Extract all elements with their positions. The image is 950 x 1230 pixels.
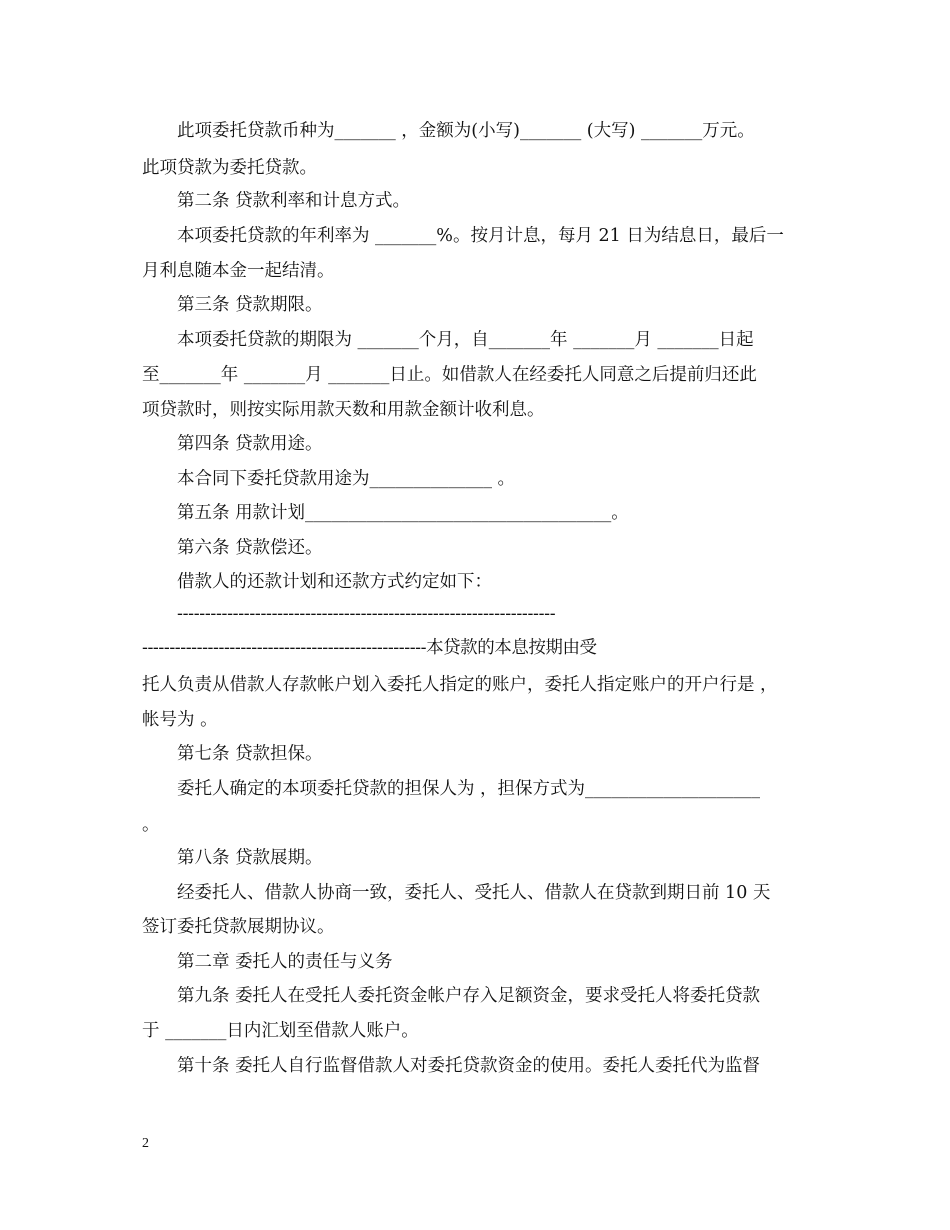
text-line: 至_______年 _______月 _______日止。如借款人在经委托人同意之后提前归还此 [142, 365, 757, 385]
article-heading: 第五条 用款计划___________________________________。 [177, 503, 629, 523]
text-line: 借款人的还款计划和还款方式约定如下： [177, 572, 492, 592]
article-heading: 第七条 贷款担保。 [177, 744, 323, 764]
text-line: 此项贷款为委托贷款。 [142, 158, 317, 178]
text-line: 项贷款时，则按实际用款天数和用款金额计收利息。 [142, 400, 545, 420]
text-line: 此项委托贷款币种为_______ ，金额为(小写)_______ (大写) _______万元。 [177, 121, 755, 141]
text-line: 托人负责从借款人存款帐户划入委托人指定的账户，委托人指定账户的开户行是 ， [142, 675, 778, 695]
text-line: 委托人确定的本项委托贷款的担保人为 ，担保方式为____________________ [177, 779, 761, 799]
text-line: 本项委托贷款的年利率为 _______%。按月计息，每月 21 日为结息日，最后一 [177, 226, 784, 246]
article-heading: 第四条 贷款用途。 [177, 434, 323, 454]
text-line: 签订委托贷款展期协议。 [142, 917, 335, 937]
text-line: 第九条 委托人在受托人委托资金帐户存入足额资金，要求受托人将委托贷款 [177, 986, 761, 1006]
text-line: 月利息随本金一起结清。 [142, 261, 335, 281]
chapter-heading: 第二章 委托人的责任与义务 [177, 952, 393, 972]
text-line: 本项委托贷款的期限为 _______个月，自_______年 _______月 _______日起 [177, 330, 754, 350]
article-heading: 第六条 贷款偿还。 [177, 538, 323, 558]
text-line: 经委托人、借款人协商一致，委托人、受托人、借款人在贷款到期日前 10 天 [177, 883, 771, 903]
text-line: 。 [142, 815, 160, 835]
article-heading: 第二条 贷款利率和计息方式。 [177, 191, 411, 211]
article-heading: 第八条 贷款展期。 [177, 848, 323, 868]
page-number: 2 [142, 1136, 149, 1151]
dashed-fill-line: -------------------------------------------------------------------- [177, 604, 556, 624]
text-line: 第十条 委托人自行监督借款人对委托贷款资金的使用。委托人委托代为监督 [177, 1056, 761, 1076]
text-line: ----------------------------------------------------本贷款的本息按期由受 [142, 638, 597, 658]
text-line: 帐号为 。 [142, 710, 218, 730]
article-heading: 第三条 贷款期限。 [177, 295, 323, 315]
text-line: 本合同下委托贷款用途为______________ 。 [177, 469, 516, 489]
text-line: 于 _______日内汇划至借款人账户。 [142, 1021, 419, 1041]
